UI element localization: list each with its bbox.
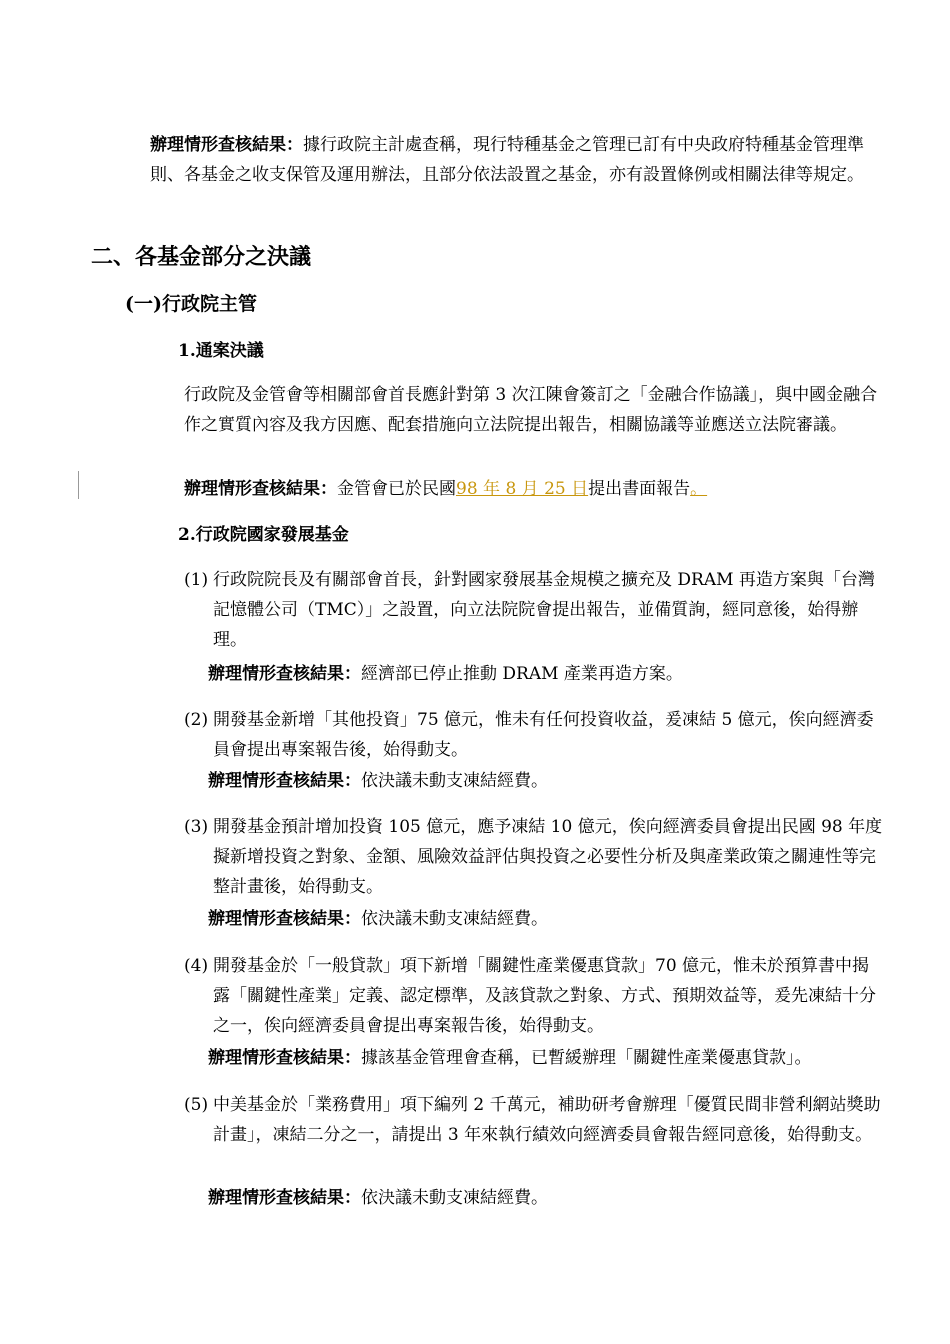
subitem-1-result	[208, 659, 908, 689]
subitem-result-text: 據該基金管理會查稱，已暫緩辦理「關鍵性產業優惠貸款」。	[361, 1048, 812, 1068]
subitem-result-label: 辦理情形查核結果：	[208, 909, 361, 929]
intro-paragraph	[150, 130, 885, 190]
subitem-number: (5)	[184, 1095, 209, 1115]
item1-result-label: 辦理情形查核結果：	[184, 479, 337, 499]
subitem-result-label: 辦理情形查核結果：	[208, 1188, 361, 1208]
subitem-3	[184, 812, 884, 902]
subitem-text: 行政院院長及有關部會首長，針對國家發展基金規模之擴充及 DRAM 再造方案與「台灣記憶體公司（TMC）」之設置，向立法院院會提出報告，並備質詢，經同意後，始得辦理。	[213, 570, 875, 650]
subsection-heading: (一)行政院主管	[125, 293, 257, 315]
item1-result-pre: 金管會已於民國	[337, 479, 456, 499]
change-bar	[78, 471, 79, 499]
subitem-number: (1)	[184, 570, 209, 590]
date-link[interactable]: 98 年 8 月 25 日	[456, 479, 589, 499]
subitem-5-result	[208, 1183, 908, 1213]
subitem-result-label: 辦理情形查核結果：	[208, 1048, 361, 1068]
subitem-text: 開發基金新增「其他投資」75 億元，惟未有任何投資收益，爰凍結 5 億元，俟向經濟委員會提出專案報告後，始得動支。	[213, 710, 874, 760]
subitem-text: 開發基金預計增加投資 105 億元，應予凍結 10 億元，俟向經濟委員會提出民國 98 年度擬新增投資之對象、金額、風險效益評估與投資之必要性分析及與產業政策之關連性等完整計畫後，始得動支。	[213, 817, 883, 897]
subitem-result-text: 依決議未動支凍結經費。	[361, 909, 548, 929]
subitem-4	[184, 951, 884, 1041]
item2-heading: 2.行政院國家發展基金	[178, 525, 349, 545]
intro-result-text: 據行政院主計處查稱，現行特種基金之管理已訂有中央政府特種基金管理準則、各基金之收支保管及運用辦法，且部分依法設置之基金，亦有設置條例或相關法律等規定。	[150, 135, 864, 185]
subitem-5	[184, 1090, 884, 1150]
item1-paragraph: 行政院及金管會等相關部會首長應針對第 3 次江陳會簽訂之「金融合作協議」，與中國金融合作之實質內容及我方因應、配套措施向立法院提出報告，相關協議等並應送立法院審議。	[184, 385, 878, 435]
intro-result-label: 辦理情形查核結果：	[150, 135, 303, 155]
item1-heading: 1.通案決議	[178, 341, 264, 361]
subitem-result-label: 辦理情形查核結果：	[208, 664, 361, 684]
subitem-3-result	[208, 904, 908, 934]
subitem-text: 中美基金於「業務費用」項下編列 2 千萬元，補助研考會辦理「優質民間非營利網站獎助計畫」，凍結二分之一，請提出 3 年來執行績效向經濟委員會報告經同意後，始得動支。	[213, 1095, 881, 1145]
subitem-result-text: 依決議未動支凍結經費。	[361, 771, 548, 791]
subitem-text: 開發基金於「一般貸款」項下新增「關鍵性產業優惠貸款」70 億元，惟未於預算書中揭露「關鍵性產業」定義、認定標準，及該貸款之對象、方式、預期效益等，爰先凍結十分之一，俟向經濟委員會提出專案報告後，始得動支。	[213, 956, 876, 1036]
subitem-result-text: 經濟部已停止推動 DRAM 產業再造方案。	[361, 664, 683, 684]
section-heading: 二、各基金部分之決議	[91, 244, 312, 270]
item1-result-post: 提出書面報告	[588, 479, 691, 499]
subitem-2	[184, 705, 884, 765]
subitem-number: (3)	[184, 817, 209, 837]
subitem-2-result	[208, 766, 908, 796]
subitem-number: (4)	[184, 956, 209, 976]
item1-result-end: 。	[690, 479, 708, 499]
subitem-result-label: 辦理情形查核結果：	[208, 771, 361, 791]
subitem-number: (2)	[184, 710, 209, 730]
subitem-4-result	[208, 1043, 943, 1073]
subitem-1	[184, 565, 884, 655]
subitem-result-text: 依決議未動支凍結經費。	[361, 1188, 548, 1208]
item1-result	[184, 474, 884, 504]
